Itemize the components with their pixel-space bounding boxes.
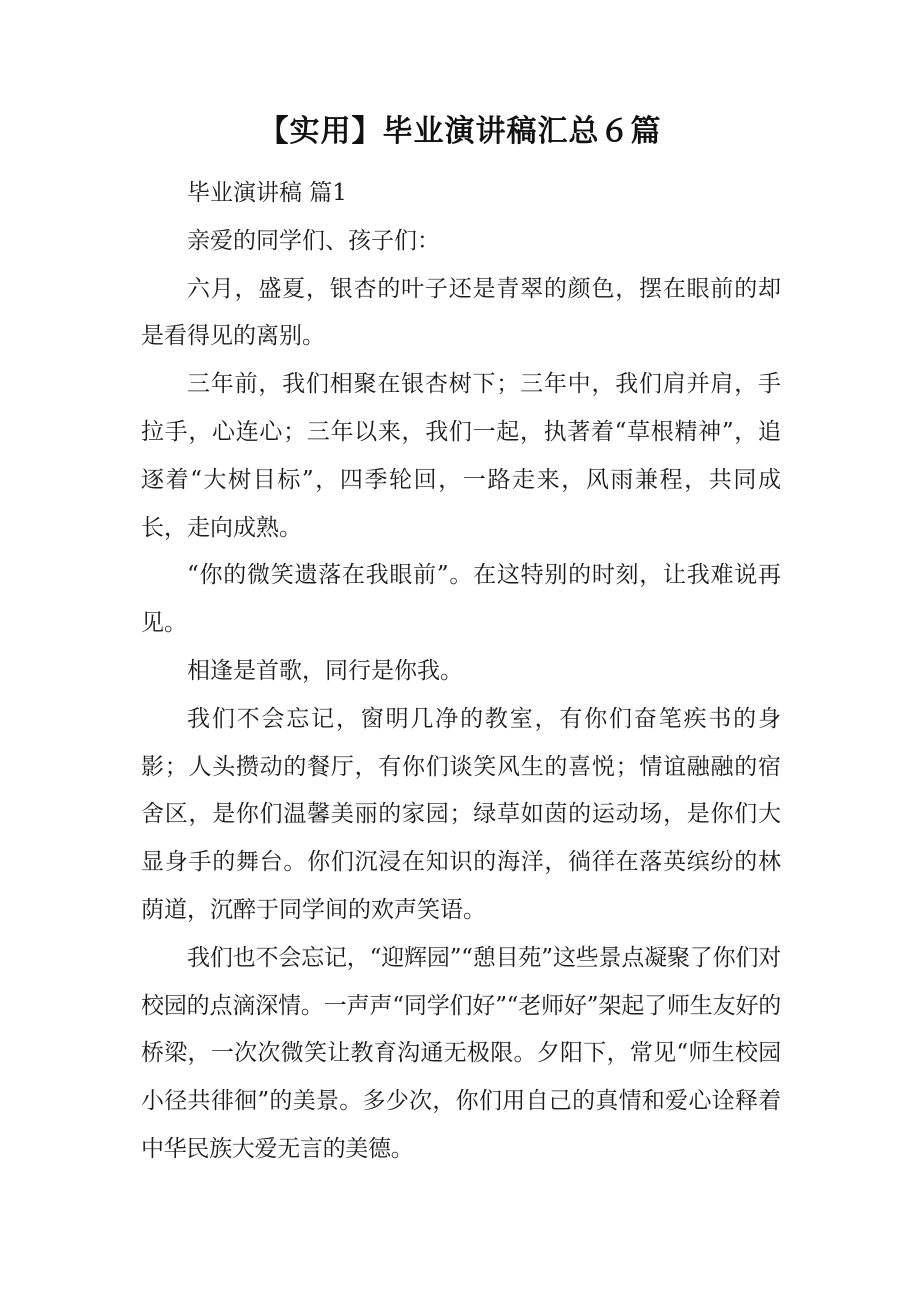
paragraph: 六月，盛夏，银杏的叶子还是青翠的颜色，摆在眼前的却是看得见的离别。 — [141, 275, 781, 350]
section-heading: 毕业演讲稿 篇1 — [187, 180, 347, 206]
paragraph: 相逢是首歌，同行是你我。 — [187, 657, 463, 684]
paragraph: 三年前，我们相聚在银杏树下；三年中，我们肩并肩，手拉手，心连心；三年以来，我们一起，执著着“草根精神”，追逐着“大树目标”，四季轮回，一路走来，风雨兼程，共同成长，走向成熟。 — [141, 371, 781, 541]
paragraph: 我们不会忘记，窗明几净的教室，有你们奋笔疾书的身影；人头攒动的餐厅，有你们谈笑风生的喜悦；情谊融融的宿舍区，是你们温馨美丽的家园；绿草如茵的运动场，是你们大显身手的舞台。你们沉浸在知识的海洋，徜徉在落英缤纷的林荫道，沉醉于同学间的欢声笑语。 — [141, 705, 781, 923]
paragraph: 我们也不会忘记，“迎辉园”“憩目苑”这些景点凝聚了你们对校园的点滴深情。一声声“同学们好”“老师好”架起了师生友好的桥梁，一次次微笑让教育沟通无极限。夕阳下，常见“师生校园小径共徘徊”的美景。多少次，你们用自己的真情和爱心诠释着中华民族大爱无言的美德。 — [141, 944, 781, 1162]
document-body — [141, 170, 781, 1174]
paragraph: “你的微笑遗落在我眼前”。在这特别的时刻，让我难说再见。 — [141, 562, 781, 637]
document-title: 【实用】毕业演讲稿汇总６篇 — [258, 114, 662, 149]
salutation: 亲爱的同学们、孩子们： — [187, 227, 440, 254]
